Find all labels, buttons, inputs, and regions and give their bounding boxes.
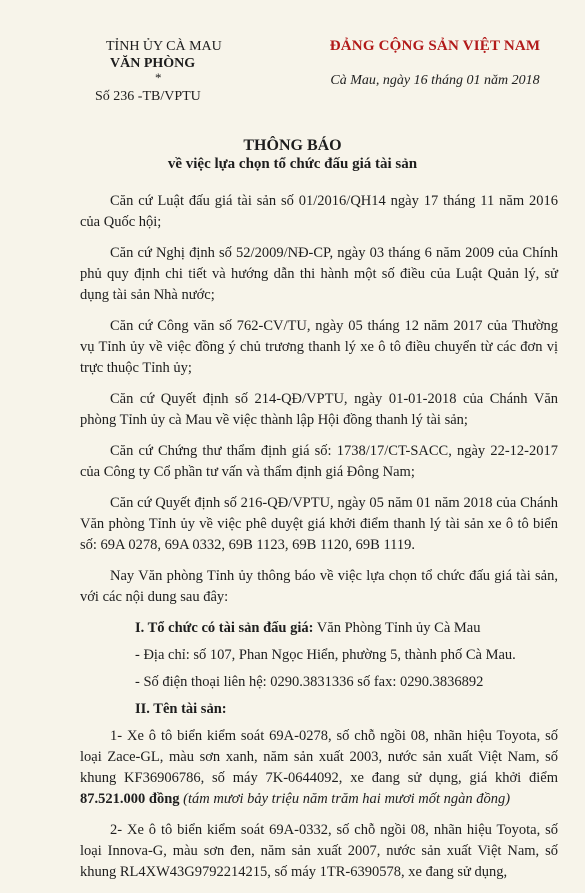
basis-paragraph-5: Căn cứ Chứng thư thẩm định giá số: 1738/17/CT-SACC, ngày 22-12-2017 của Công ty Cổ phần tư vấn và thẩm định giá Đông Nam; bbox=[80, 443, 558, 480]
issuer-org: TỈNH ỦY CÀ MAU bbox=[106, 39, 222, 54]
asset-item-1-price: 87.521.000 đồng bbox=[80, 791, 180, 807]
party-name: ĐẢNG CỘNG SẢN VIỆT NAM bbox=[329, 38, 541, 54]
basis-paragraph-3: Căn cứ Công văn số 762-CV/TU, ngày 05 tháng 12 năm 2017 của Thường vụ Tỉnh ủy về việc đồng ý chủ trương thanh lý xe ô tô điều chuyển từ các đơn vị trực thuộc Tỉnh ủy; bbox=[80, 318, 558, 376]
basis-paragraph-6: Căn cứ Quyết định số 216-QĐ/VPTU, ngày 05 năm 01 năm 2018 của Chánh Văn phòng Tỉnh ủy về việc phê duyệt giá khởi điểm thanh lý tài sản xe ô tô biển số: 69A 0278, 69A 0332, 69B 1123, 69B 1120, 69B 1119. bbox=[80, 495, 558, 553]
document-title-block bbox=[0, 136, 585, 174]
issuer-star: * bbox=[155, 70, 162, 85]
basis-paragraph-2: Căn cứ Nghị định số 52/2009/NĐ-CP, ngày 03 tháng 6 năm 2009 của Chính phủ quy định chi tiết và hướng dẫn thi hành một số điều của Luật Quản lý, sử dụng tài sản Nhà nước; bbox=[80, 245, 558, 303]
issuer-office: VĂN PHÒNG bbox=[110, 56, 196, 71]
document-body bbox=[80, 191, 558, 893]
section-1-heading bbox=[80, 618, 558, 639]
party-block bbox=[305, 38, 565, 89]
asset-item-2: 2- Xe ô tô biển kiểm soát 69A-0332, số chỗ ngồi 08, nhãn hiệu Toyota, số loại Innova-G, màu sơn đen, năm sản xuất 2007, nước sản xuất Việt Nam, số khung RL4XW43G9792214215, số máy 1TR-6390578, xe đang sử dụng, bbox=[80, 822, 558, 880]
issuer-block bbox=[60, 38, 290, 106]
section-1-label: I. Tổ chức có tài sản đấu giá: bbox=[135, 620, 314, 636]
place-date: Cà Mau, ngày 16 tháng 01 năm 2018 bbox=[330, 73, 540, 88]
document-title: THÔNG BÁO bbox=[243, 137, 342, 154]
document-subtitle: về việc lựa chọn tổ chức đấu giá tài sản bbox=[167, 156, 418, 172]
basis-paragraph-1: Căn cứ Luật đấu giá tài sản số 01/2016/QH14 ngày 17 tháng 11 năm 2016 của Quốc hội; bbox=[80, 193, 558, 230]
section-1-value: Văn Phòng Tỉnh ủy Cà Mau bbox=[313, 620, 481, 636]
basis-paragraph-4: Căn cứ Quyết định số 214-QĐ/VPTU, ngày 01-01-2018 của Chánh Văn phòng Tỉnh ủy cà Mau về việc thành lập Hội đồng thanh lý tài sản; bbox=[80, 391, 558, 428]
asset-item-1-price-words: (tám mươi bảy triệu năm trăm hai mươi mốt ngàn đồng) bbox=[179, 791, 511, 807]
asset-item-1-text: 1- Xe ô tô biển kiểm soát 69A-0278, số chỗ ngồi 08, nhãn hiệu Toyota, số loại Zace-GL, màu sơn xanh, năm sản xuất 2003, nước sản xuất Việt Nam, số khung KF36906786, số máy 7K-0644092, xe đang sử dụng, giá khởi điểm bbox=[80, 728, 558, 786]
section-1-address: - Địa chỉ: số 107, Phan Ngọc Hiển, phường 5, thành phố Cà Mau. bbox=[135, 647, 516, 663]
document-number: Số 236 -TB/VPTU bbox=[95, 89, 201, 104]
asset-item-1 bbox=[80, 726, 558, 810]
announcement-paragraph: Nay Văn phòng Tỉnh ủy thông báo về việc lựa chọn tổ chức đấu giá tài sản, với các nội dung sau đây: bbox=[80, 568, 558, 605]
section-1-phone: - Số điện thoại liên hệ: 0290.3831336 số fax: 0290.3836892 bbox=[135, 674, 484, 690]
section-2-heading: II. Tên tài sản: bbox=[135, 701, 227, 717]
